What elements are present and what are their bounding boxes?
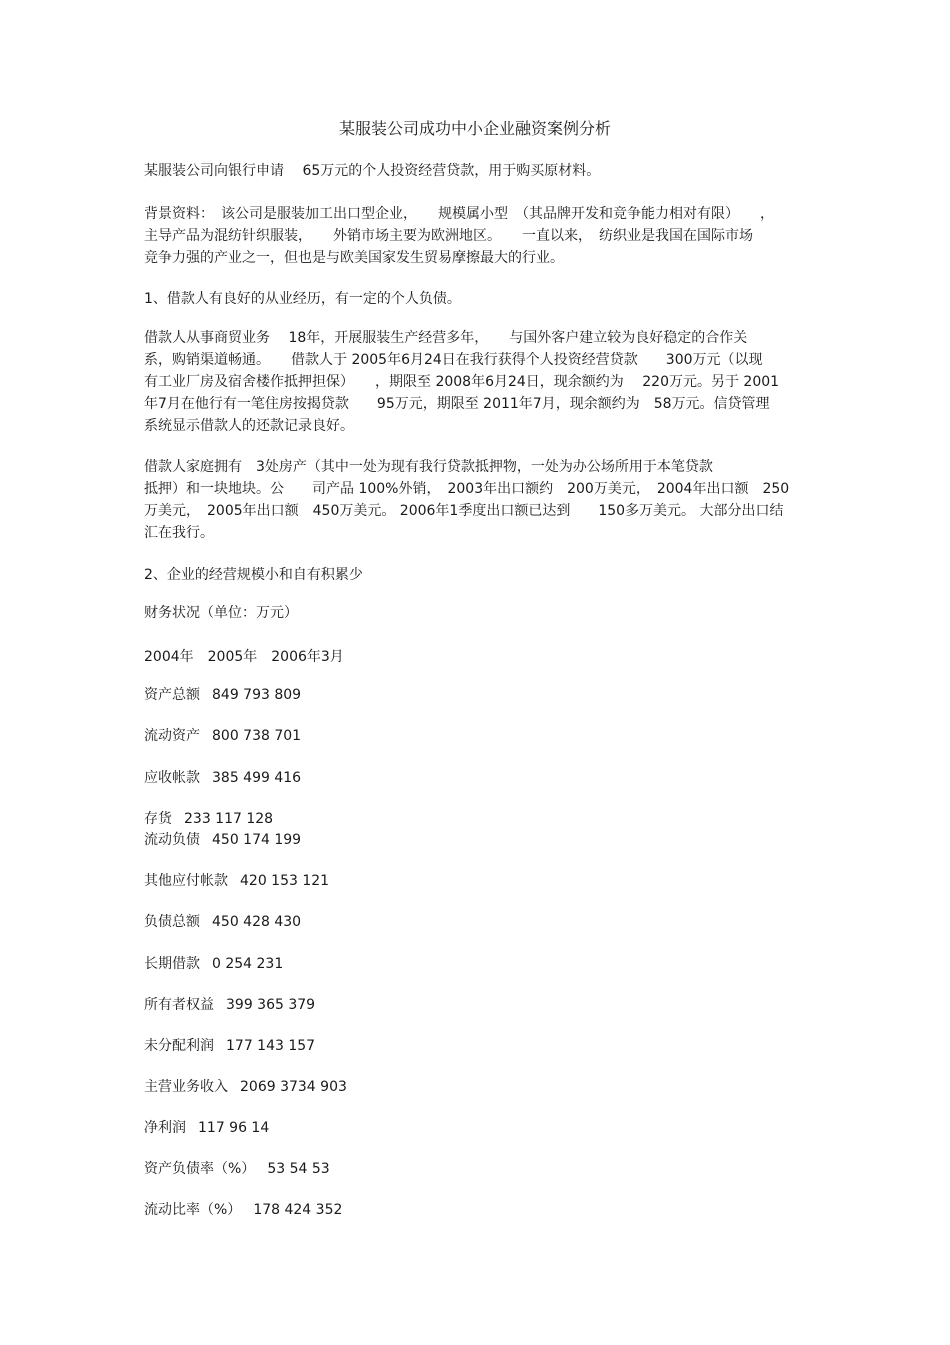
finance-row-values: 177 143 157 — [226, 1038, 316, 1054]
paragraph-line: 借款人家庭拥有 3处房产（其中一处为现有我行贷款抵押物，一处为办公场所用于本笔贷款 — [144, 459, 713, 475]
finance-row-values: 385 499 416 — [212, 770, 302, 786]
finance-row — [144, 1076, 814, 1098]
finance-row-label: 长期借款 — [144, 956, 200, 972]
finance-row-label: 资产总额 — [144, 687, 200, 703]
finance-row-values: 450 174 199 — [212, 832, 302, 848]
finance-row-label: 所有者权益 — [144, 997, 214, 1013]
finance-row-label: 净利润 — [144, 1120, 186, 1136]
intro-paragraph: 某服装公司向银行申请 65万元的个人投资经营贷款，用于购买原材料。 — [144, 163, 601, 179]
paragraph-line: 系统显示借款人的还款记录良好。 — [144, 418, 354, 434]
finance-row — [144, 829, 814, 851]
finance-row-values: 233 117 128 — [184, 811, 274, 827]
finance-row-label: 流动比率（%） — [144, 1202, 242, 1218]
finance-row — [144, 1199, 814, 1221]
paragraph-line: 背景资料： 该公司是服装加工出口型企业， 规模属小型 （其品牌开发和竞争能力相对有限） ， — [144, 206, 774, 222]
paragraph-line: 年7月在他行有一笔住房按揭贷款 95万元，期限至 2011年7月，现余额约为 58万元。信贷管理 — [144, 396, 770, 412]
section2-heading: 2、企业的经营规模小和自有积累少 — [144, 567, 363, 583]
finance-row-label: 存货 — [144, 811, 172, 827]
finance-row — [144, 911, 814, 933]
finance-row-label: 其他应付帐款 — [144, 873, 228, 889]
finance-row-label: 未分配利润 — [144, 1038, 214, 1054]
finance-row-values: 450 428 430 — [212, 914, 302, 930]
finance-row — [144, 1158, 814, 1180]
finance-row-values: 53 54 53 — [267, 1161, 330, 1177]
finance-row — [144, 953, 814, 975]
finance-row-values: 0 254 231 — [212, 956, 284, 972]
finance-row-values: 2069 3734 903 — [240, 1079, 347, 1095]
finance-row-label: 主营业务收入 — [144, 1079, 228, 1095]
section1-heading: 1、借款人有良好的从业经历，有一定的个人负债。 — [144, 291, 461, 307]
finance-row-values: 117 96 14 — [198, 1120, 270, 1136]
paragraph-line: 汇在我行。 — [144, 525, 214, 541]
finance-row-label: 流动负债 — [144, 832, 200, 848]
paragraph-line: 主导产品为混纺针织服装， 外销市场主要为欧洲地区。 一直以来， 纺织业是我国在国际市场 — [144, 228, 753, 244]
paragraph-line: 有工业厂房及宿舍楼作抵押担保） ，期限至 2008年6月24日，现余额约为 220万元。另于 2001 — [144, 374, 780, 390]
finance-row — [144, 994, 814, 1016]
finance-row — [144, 1035, 814, 1057]
paragraph-line: 抵押）和一块地块。公 司产品 100%外销， 2003年出口额约 200万美元， 2004年出口额 250 — [144, 481, 790, 497]
finance-row — [144, 767, 814, 789]
finance-row-values: 800 738 701 — [212, 728, 302, 744]
finance-row-values: 178 424 352 — [253, 1202, 343, 1218]
finance-row-values: 849 793 809 — [212, 687, 302, 703]
finance-row-label: 应收帐款 — [144, 770, 200, 786]
finance-caption: 财务状况（单位：万元） — [144, 605, 298, 621]
finance-years-header: 2004年 2005年 2006年3月 — [144, 649, 344, 665]
finance-row — [144, 725, 814, 747]
document-title: 某服装公司成功中小企业融资案例分析 — [338, 119, 611, 138]
finance-row-label: 负债总额 — [144, 914, 200, 930]
paragraph-line: 系，购销渠道畅通。 借款人于 2005年6月24日在我行获得个人投资经营贷款 300万元（以现 — [144, 352, 763, 368]
finance-row-values: 420 153 121 — [240, 873, 330, 889]
paragraph-line: 万美元， 2005年出口额 450万美元。 2006年1季度出口额已达到 150多万美元。 大部分出口结 — [144, 503, 784, 519]
finance-row — [144, 808, 814, 830]
section1-paragraph-1 — [144, 327, 814, 437]
paragraph-line: 竞争力强的产业之一，但也是与欧美国家发生贸易摩擦最大的行业。 — [144, 250, 564, 266]
section1-paragraph-2 — [144, 456, 814, 544]
finance-row-label: 资产负债率（%） — [144, 1161, 256, 1177]
finance-row — [144, 1117, 814, 1139]
finance-row-values: 399 365 379 — [226, 997, 316, 1013]
paragraph-line: 借款人从事商贸业务 18年，开展服装生产经营多年， 与国外客户建立较为良好稳定的合作关 — [144, 330, 748, 346]
background-paragraph — [144, 203, 814, 269]
finance-row — [144, 684, 814, 706]
finance-row-label: 流动资产 — [144, 728, 200, 744]
finance-row — [144, 870, 814, 892]
